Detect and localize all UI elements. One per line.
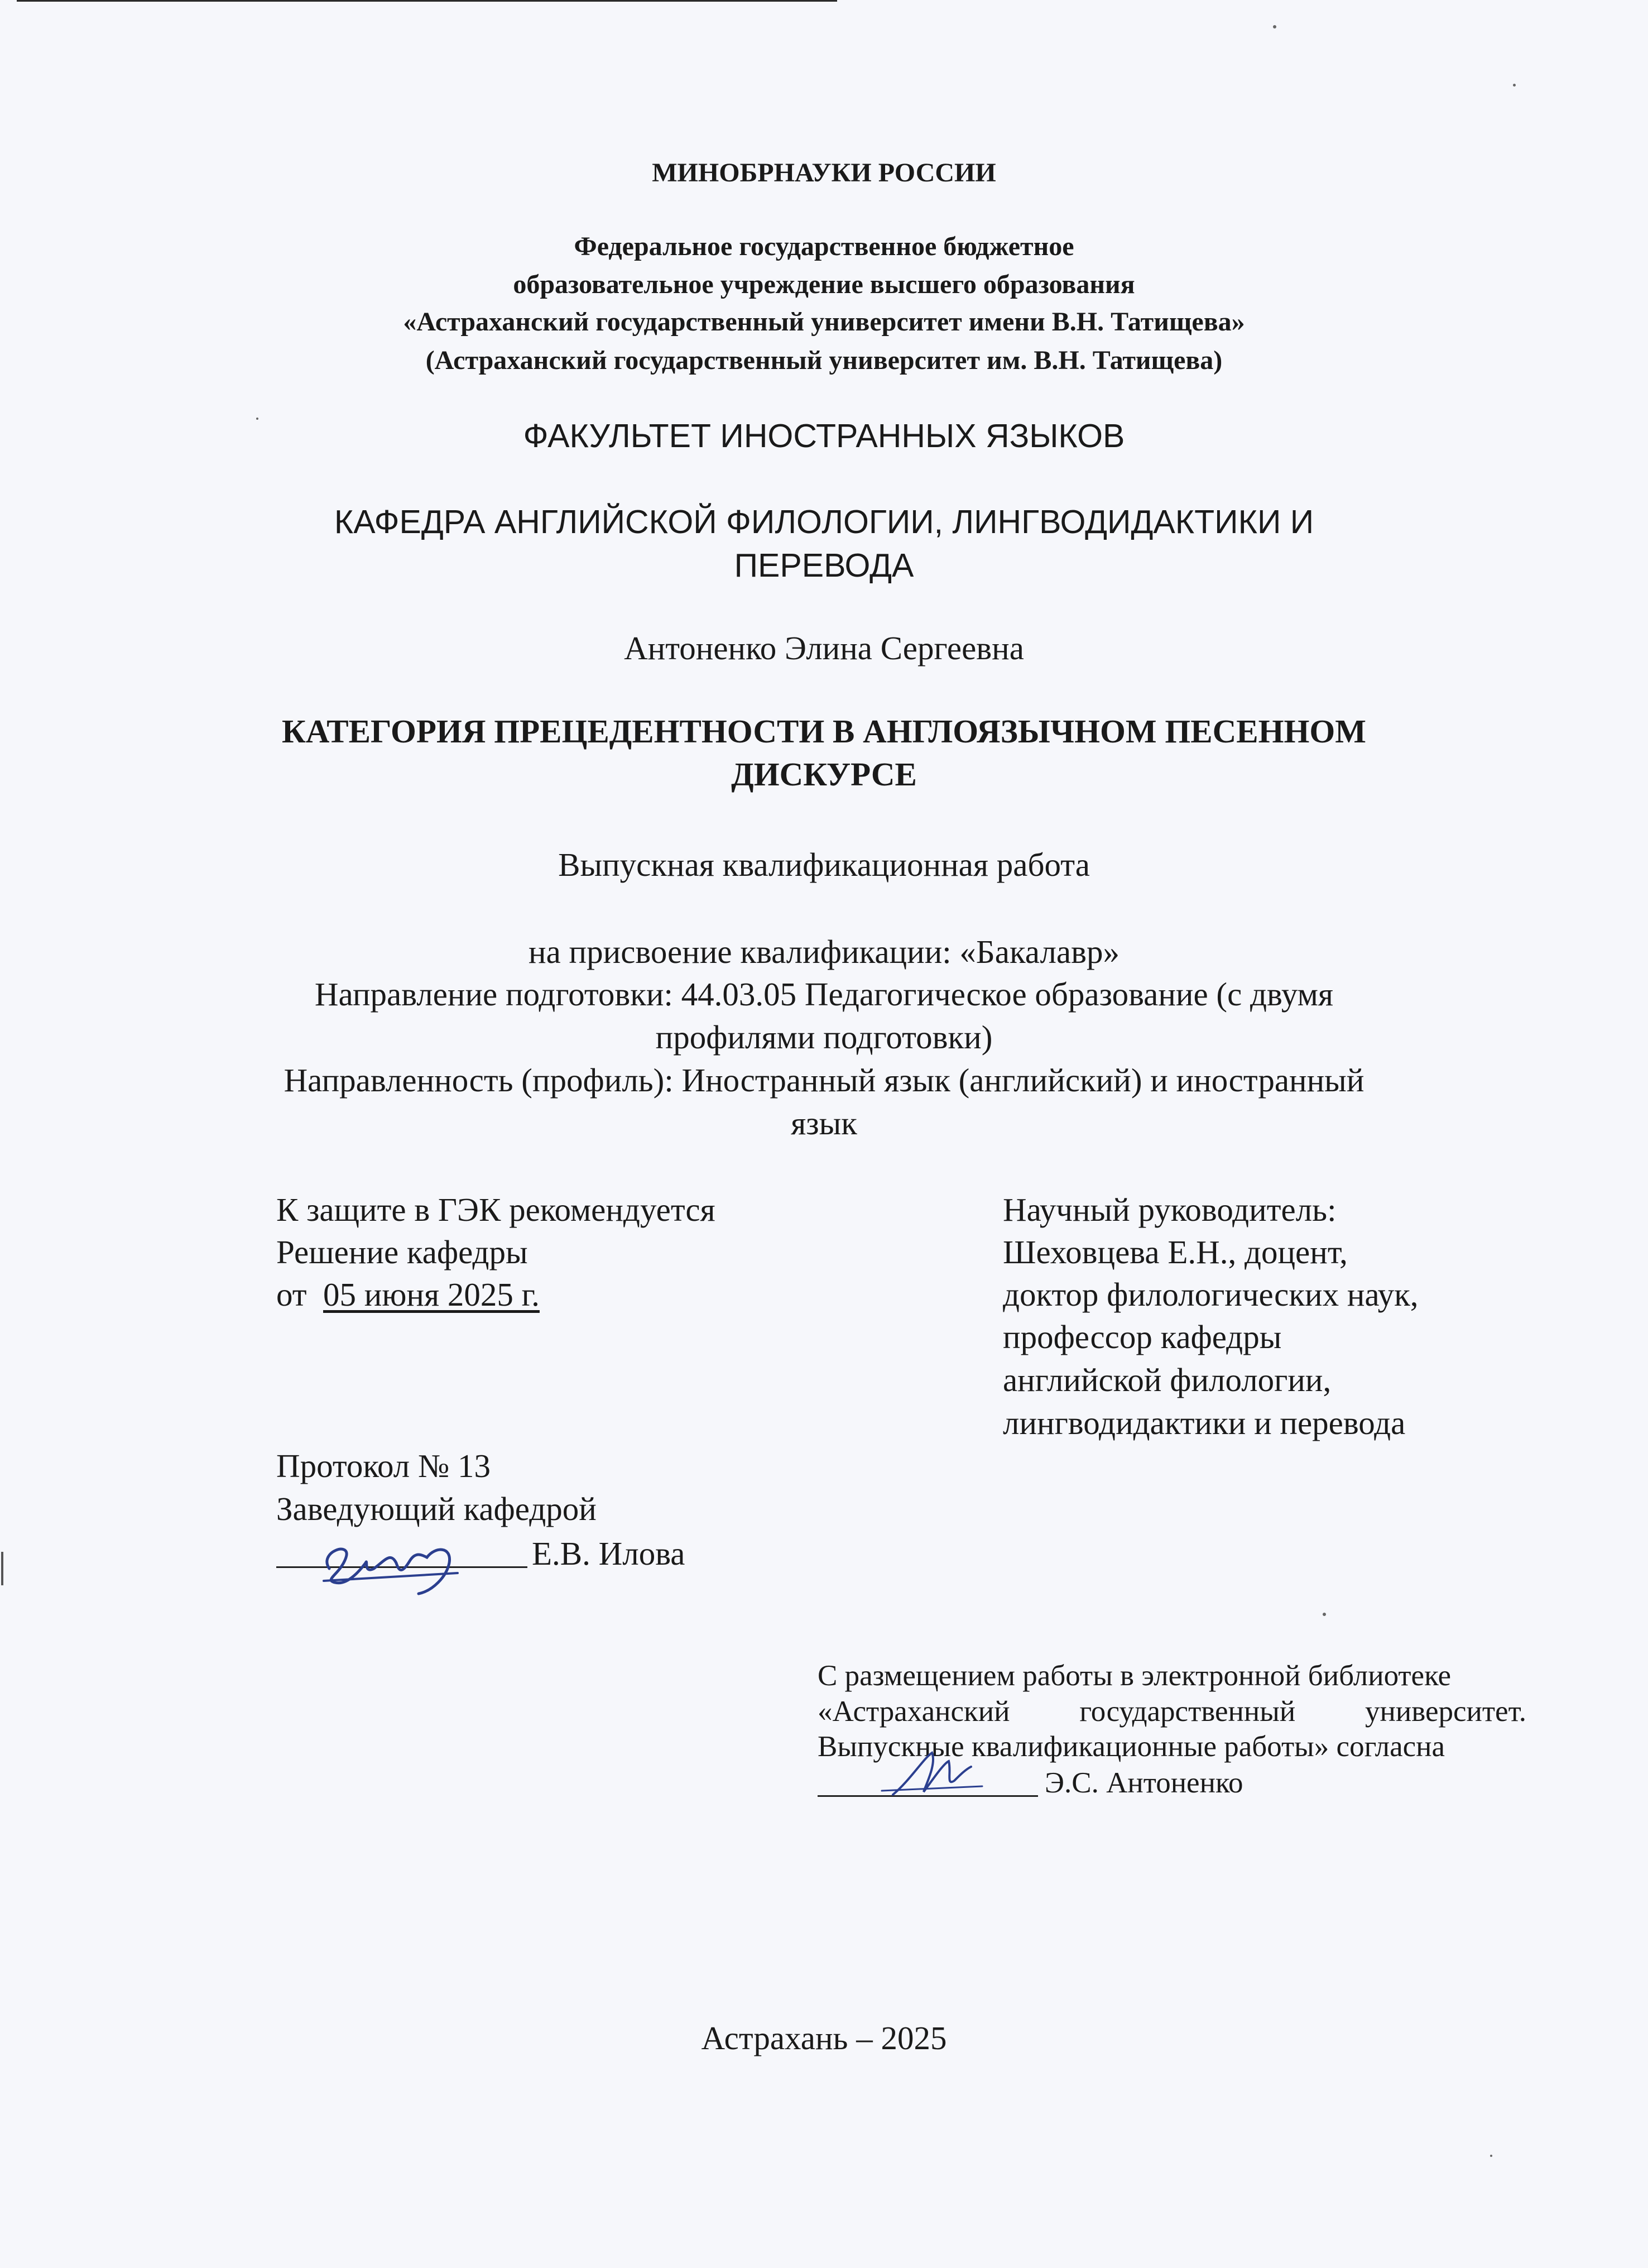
supervisor-line-3: профессор кафедры — [1003, 1318, 1282, 1355]
institution-line-1: Федеральное государственное бюджетное — [574, 232, 1074, 261]
qualification: на присвоение квалификации: «Бакалавр» — [528, 933, 1120, 970]
work-type: Выпускная квалификационная работа — [558, 846, 1090, 883]
supervisor-line-4: английской филологии, — [1003, 1361, 1332, 1398]
supervisor-line-2: доктор филологических наук, — [1003, 1276, 1419, 1313]
institution-line-3: «Астраханский государственный университет имени В.Н. Татищева» — [403, 307, 1245, 337]
scan-speck — [256, 418, 258, 420]
head-of-department-label: Заведующий кафедрой — [276, 1490, 597, 1527]
date-prefix: от — [276, 1276, 307, 1313]
decision-date: 05 июня 2025 г. — [323, 1276, 540, 1313]
supervisor-line-5: лингводидактики и перевода — [1003, 1404, 1406, 1441]
institution-line-2: образовательное учреждение высшего образования — [513, 270, 1135, 299]
faculty-heading: ФАКУЛЬТЕТ ИНОСТРАННЫХ ЯЗЫКОВ — [523, 418, 1125, 454]
head-signature — [313, 1529, 480, 1596]
consent-line-3: Выпускные квалификационные работы» согласна — [818, 1730, 1445, 1763]
protocol-number: Протокол № 13 — [276, 1447, 491, 1484]
decision-date-row — [276, 1278, 540, 1311]
supervisor-label: Научный руководитель: — [1003, 1191, 1337, 1228]
scan-speck — [1273, 25, 1276, 28]
department-line-1: КАФЕДРА АНГЛИЙСКОЙ ФИЛОЛОГИИ, ЛИНГВОДИДАКТИКИ И — [334, 504, 1314, 540]
direction-line-2: профилями подготовки) — [655, 1019, 993, 1056]
consent-line-1: С размещением работы в электронной библиотеке — [818, 1660, 1452, 1692]
city-year: Астрахань – 2025 — [701, 2020, 947, 2056]
institution-line-4: (Астраханский государственный университет им. В.Н. Татищева) — [425, 346, 1223, 375]
head-name: Е.В. Илова — [532, 1535, 685, 1572]
supervisor-line-1: Шеховцева Е.Н., доцент, — [1003, 1234, 1348, 1270]
consent-word-1: «Астраханский — [818, 1695, 1010, 1728]
consent-line-2 — [818, 1697, 1526, 1727]
thesis-title-line-1: КАТЕГОРИЯ ПРЕЦЕДЕНТНОСТИ В АНГЛОЯЗЫЧНОМ ПЕСЕННОМ — [282, 713, 1366, 750]
scan-edge — [17, 0, 837, 2]
author-signer-name: Э.С. Антоненко — [1045, 1767, 1243, 1799]
consent-word-3: университет. — [1365, 1695, 1526, 1728]
direction-line-1: Направление подготовки: 44.03.05 Педагогическое образование (с двумя — [314, 976, 1334, 1013]
profile-line-1: Направленность (профиль): Иностранный язык (английский) и иностранный — [284, 1062, 1364, 1099]
department-line-2: ПЕРЕВОДА — [734, 547, 914, 584]
department-decision: Решение кафедры — [276, 1234, 528, 1270]
thesis-title-line-2: ДИСКУРСЕ — [731, 756, 917, 793]
ministry-heading: МИНОБРНАУКИ РОССИИ — [652, 158, 996, 188]
scan-speck — [1490, 2155, 1492, 2157]
profile-line-2: язык — [791, 1105, 857, 1142]
author-name: Антоненко Элина Сергеевна — [624, 630, 1024, 667]
scan-edge-mark — [1, 1552, 3, 1585]
defense-recommended: К защите в ГЭК рекомендуется — [276, 1191, 715, 1228]
scan-speck — [1513, 84, 1516, 87]
author-signature — [871, 1742, 993, 1803]
consent-word-2: государственный — [1079, 1695, 1296, 1728]
scan-speck — [1323, 1613, 1326, 1616]
